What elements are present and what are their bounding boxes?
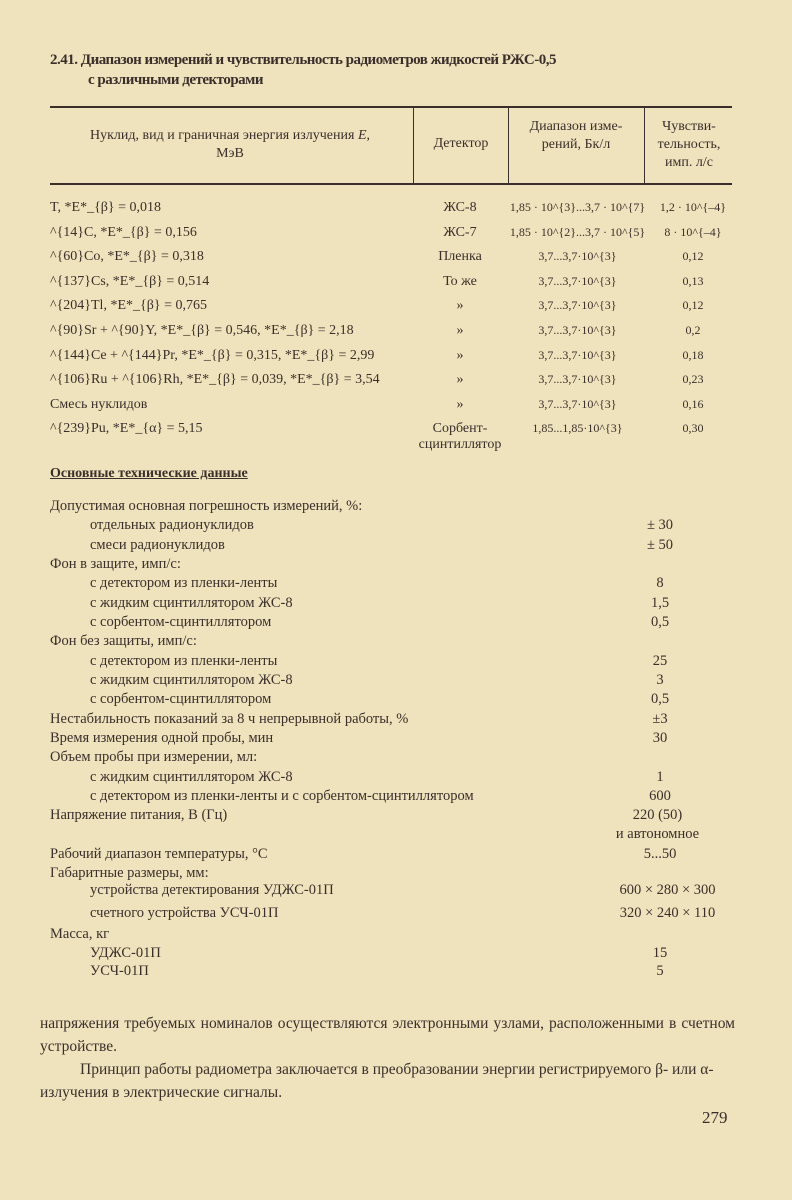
sensitivity-cell: 0,2 <box>685 323 701 337</box>
spec-value: 600 <box>649 788 671 804</box>
nuclide-cell: ^{137}Cs, *E*_{β} = 0,514 <box>50 273 210 289</box>
spec-value: ± 30 <box>646 517 674 533</box>
spec-value: 30 <box>652 730 668 746</box>
range-cell: 3,7...3,7·10^{3} <box>538 396 617 411</box>
header-sensitivity: Чувстви-тельность, имп. л/с <box>657 119 721 170</box>
nuclide-cell: ^{144}Ce + ^{144}Pr, *E*_{β} = 0,315, *E*_{β} = 2,99 <box>50 347 375 363</box>
spec-label: счетного устройства УСЧ-01П <box>90 905 279 921</box>
spec-label: с сорбентом-сцинтиллятором <box>90 614 272 630</box>
spec-label: с детектором из пленки-ленты <box>90 575 278 591</box>
column-divider <box>508 107 509 184</box>
spec-label: УСЧ-01П <box>90 963 149 979</box>
detector-cell: ЖС-7 <box>443 224 477 240</box>
spec-label: Время измерения одной пробы, мин <box>50 730 274 746</box>
spec-label: устройства детектирования УДЖС-01П <box>90 882 334 898</box>
spec-label: Нестабильность показаний за 8 ч непрерывной работы, % <box>50 711 409 727</box>
spec-value: и автономное <box>615 826 700 842</box>
header-nuclide: Нуклид, вид и граничная энергия излучения E, МэВ <box>90 128 370 161</box>
detector-cell: » <box>456 396 464 412</box>
range-cell: 3,7...3,7·10^{3} <box>538 298 617 313</box>
spec-value: 5...50 <box>643 846 677 862</box>
range-cell: 3,7...3,7·10^{3} <box>538 273 617 288</box>
detector-cell: » <box>456 372 464 388</box>
page-number: 279 <box>702 1108 728 1127</box>
spec-label: с сорбентом-сцинтиллятором <box>90 691 272 707</box>
nuclide-cell: ^{106}Ru + ^{106}Rh, *E*_{β} = 0,039, *E*_{β} = 3,54 <box>50 372 380 388</box>
detector-cell: Сорбент- <box>432 421 488 437</box>
sensitivity-cell: 8 · 10^{–4} <box>664 224 722 239</box>
spec-value: 220 (50) <box>632 807 683 823</box>
nuclide-cell: Смесь нуклидов <box>50 396 148 412</box>
paragraph-1: напряжения требуемых номиналов осуществляются электронными узлами, расположенными в счетном устройстве. <box>40 1015 735 1055</box>
spec-label: УДЖС-01П <box>90 945 161 961</box>
sensitivity-cell: 0,23 <box>682 372 704 387</box>
spec-value: 3 <box>656 672 664 688</box>
range-cell: 3,7...3,7·10^{3} <box>538 372 617 387</box>
spec-label: отдельных радионуклидов <box>90 517 254 533</box>
spec-value: 5 <box>656 963 664 979</box>
column-divider <box>644 107 645 184</box>
table-title: 2.41. Диапазон измерений и чувствительность радиометров жидкостей РЖС-0,5 <box>50 52 556 68</box>
paragraph-2: Принцип работы радиометра заключается в преобразовании энергии регистрируемого β- или α-излучения в электрические сигналы. <box>40 1061 714 1101</box>
spec-value: ± 50 <box>646 537 674 553</box>
range-cell: 1,85 · 10^{3}...3,7 · 10^{7} <box>509 200 646 214</box>
spec-label: Рабочий диапазон температуры, °С <box>50 846 268 862</box>
spec-value: 0,5 <box>650 614 670 630</box>
spec-label: Объем пробы при измерении, мл: <box>50 749 258 765</box>
nuclide-cell: ^{204}Tl, *E*_{β} = 0,765 <box>50 298 207 314</box>
sensitivity-cell: 0,18 <box>682 347 704 362</box>
nuclide-cell: ^{14}C, *E*_{β} = 0,156 <box>50 224 197 240</box>
spec-value: 600 × 280 × 300 <box>619 882 716 898</box>
spec-value: 15 <box>652 945 668 961</box>
spec-value: ±3 <box>652 711 668 727</box>
header-range: Диапазон изме-рений, Бк/л <box>529 119 623 152</box>
spec-label: с жидким сцинтиллятором ЖС-8 <box>90 672 293 688</box>
spec-label: с детектором из пленки-ленты и с сорбентом-сцинтиллятором <box>90 788 474 804</box>
nuclide-cell: ^{90}Sr + ^{90}Y, *E*_{β} = 0,546, *E*_{β} = 2,18 <box>50 323 354 338</box>
spec-label: Габаритные размеры, мм: <box>50 865 209 881</box>
detector-cell: » <box>456 298 464 314</box>
nuclide-cell: ^{239}Pu, *E*_{α} = 5,15 <box>50 421 203 437</box>
detector-cell: ЖС-8 <box>443 200 477 215</box>
spec-value: 8 <box>656 575 664 591</box>
spec-value: 1,5 <box>650 595 670 611</box>
range-cell: 3,7...3,7·10^{3} <box>538 347 617 362</box>
spec-label: Допустимая основная погрешность измерений, %: <box>50 498 363 514</box>
range-cell: 3,7...3,7·10^{3} <box>538 323 617 337</box>
table-header-rule <box>50 183 732 185</box>
sensitivity-cell: 0,12 <box>682 298 704 313</box>
detector-cell: Пленка <box>438 249 482 265</box>
spec-label: Фон без защиты, имп/с: <box>50 633 197 649</box>
sensitivity-cell: 1,2 · 10^{–4} <box>659 200 727 214</box>
sensitivity-cell: 0,13 <box>682 273 704 288</box>
range-cell: 1,85 · 10^{2}...3,7 · 10^{5} <box>509 224 646 239</box>
spec-label: смеси радионуклидов <box>90 537 225 553</box>
detector-cell: То же <box>443 273 477 289</box>
header-detector: Детектор <box>433 136 489 151</box>
detector-continuation: сцинтиллятор <box>418 437 502 452</box>
spec-value: 0,5 <box>650 691 670 707</box>
spec-label: Масса, кг <box>50 926 110 942</box>
spec-value: 1 <box>656 769 664 785</box>
detector-cell: » <box>456 347 464 363</box>
spec-label: Напряжение питания, В (Гц) <box>50 807 228 823</box>
sensitivity-cell: 0,16 <box>682 396 704 411</box>
range-cell: 3,7...3,7·10^{3} <box>538 249 617 264</box>
spec-label: с жидким сцинтиллятором ЖС-8 <box>90 769 293 785</box>
section-heading: Основные технические данные <box>50 466 248 481</box>
range-cell: 1,85...1,85·10^{3} <box>532 421 623 436</box>
spec-value: 320 × 240 × 110 <box>619 905 716 921</box>
table-title-line2: с различными детекторами <box>88 72 264 88</box>
spec-label: Фон в защите, имп/с: <box>50 556 181 572</box>
spec-label: с жидким сцинтиллятором ЖС-8 <box>90 595 293 611</box>
sensitivity-cell: 0,12 <box>682 249 704 264</box>
nuclide-cell: ^{60}Co, *E*_{β} = 0,318 <box>50 249 204 265</box>
sensitivity-cell: 0,30 <box>682 421 704 436</box>
spec-label: с детектором из пленки-ленты <box>90 653 278 669</box>
table-top-rule <box>50 106 732 108</box>
spec-value: 25 <box>652 653 668 669</box>
detector-cell: » <box>456 323 464 338</box>
nuclide-cell: T, *E*_{β} = 0,018 <box>50 200 162 215</box>
